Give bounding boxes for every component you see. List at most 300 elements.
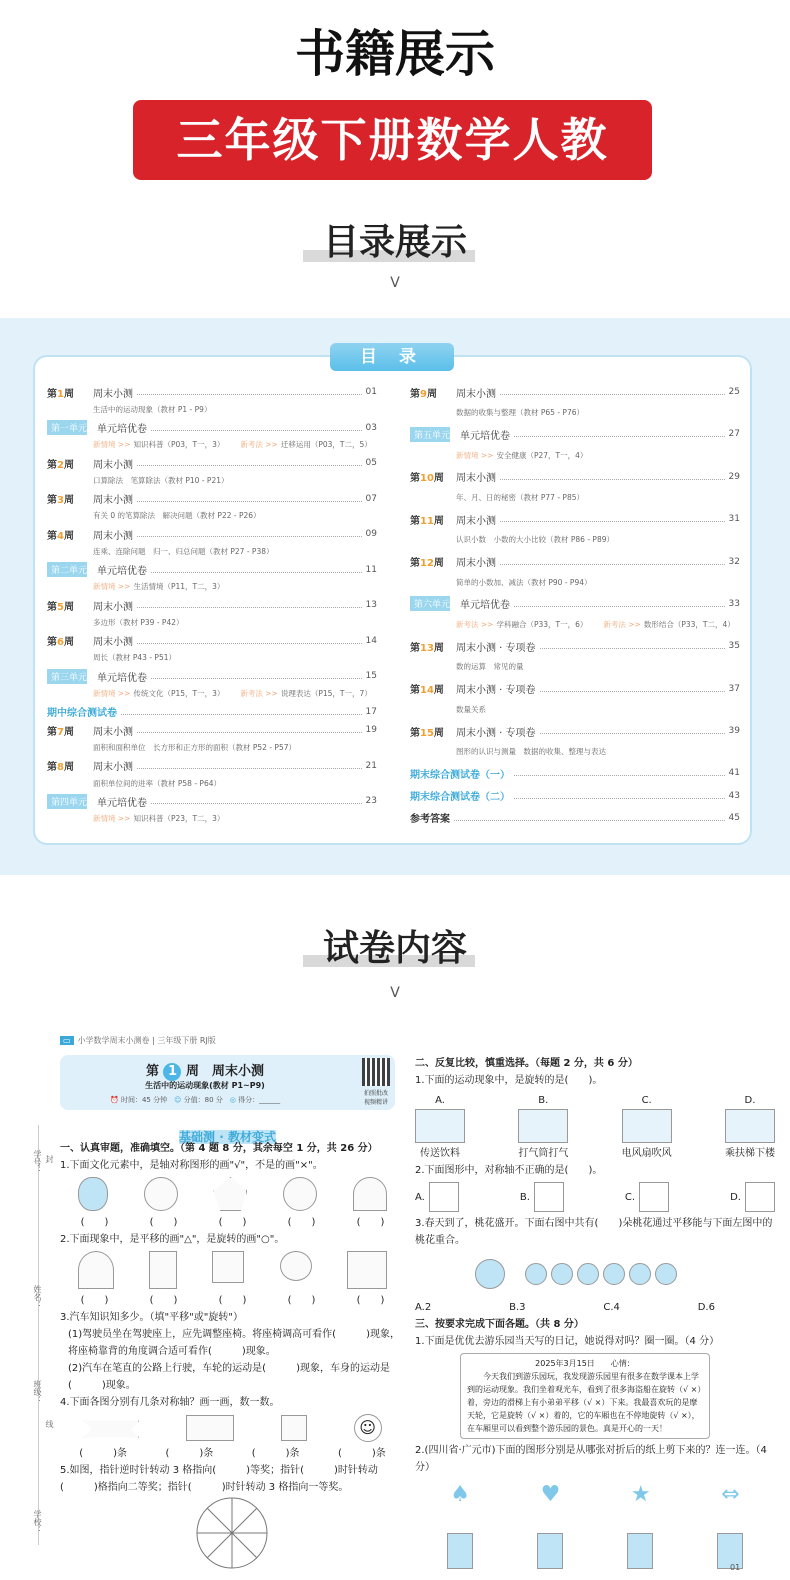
exam-section-title: 试卷内容: [322, 928, 467, 969]
toc-entry[interactable]: [410, 427, 740, 441]
page-number: 23: [365, 796, 377, 807]
question-1-5: 5.如图，指针逆时针转动 3 格指向( )等奖；指针( )时针转动( )格指向二等奖；指针( )时针转动 3 格指向一等奖。: [60, 1465, 378, 1493]
tag-text: 传统文化（P15，T一，3）: [133, 688, 225, 698]
tag-text: 生活情境（P11，T二，3）: [133, 582, 225, 592]
page-number: 41: [728, 768, 740, 779]
option-key: C.: [624, 1191, 636, 1203]
tag-text: 知识科普（P23，T二，3）: [133, 814, 225, 823]
chevron-down-icon: V: [390, 275, 400, 291]
blank[interactable]: ( )条: [165, 1448, 214, 1459]
page-heading: 书籍展示: [295, 25, 495, 83]
grade-banner: 三年级下册数学人教: [133, 100, 652, 180]
tag-label: 新考法 >>: [603, 620, 641, 630]
folded-paper: [627, 1533, 653, 1569]
toc-entry[interactable]: [410, 811, 740, 825]
toc-entry[interactable]: [47, 456, 377, 470]
choice-option[interactable]: [730, 1182, 775, 1212]
toc-entry[interactable]: [47, 669, 377, 683]
page-number: 35: [728, 641, 740, 652]
entry-title: 期中综合测试卷: [47, 708, 117, 719]
choice-option[interactable]: A.2: [415, 1302, 432, 1313]
toc-entry[interactable]: [410, 597, 740, 611]
option-caption: 传送饮料: [420, 1148, 460, 1159]
page-number: 11: [365, 564, 377, 575]
tag-label: 新情境 >>: [456, 450, 494, 460]
toc-entry[interactable]: [47, 527, 377, 541]
tag-text: 学科融合（P33，T一，6）: [496, 620, 588, 630]
entry-subtitle: 数据的收集与整理（教材 P65 - P76）: [456, 408, 584, 418]
week-label: 第13周: [410, 642, 444, 654]
dot-leader: [500, 389, 725, 395]
dot-leader: [514, 601, 725, 607]
entry-title: 周末小测: [93, 530, 133, 542]
week-number: 7: [57, 726, 64, 738]
entry-subtitle: 简单的小数加、减法（教材 P90 - P94）: [456, 577, 592, 587]
entry-subtitle: 数量关系: [456, 704, 486, 714]
entry-title: 期末综合测试卷（二）: [410, 792, 510, 804]
question-1-1: 1.下面文化元素中，是轴对称图形的画"√"，不是的画"×"。: [60, 1160, 323, 1171]
section-1-title: 一、认真审题，准确填空。（第 4 题 8 分，其余每空 1 分，共 26 分）: [60, 1143, 378, 1154]
entry-tags: [410, 450, 740, 462]
tag-label: 新情境 >>: [93, 814, 131, 823]
ribbon-shape: [83, 1416, 139, 1440]
entry-title: 周末小测: [93, 637, 133, 648]
week-number: 9: [420, 388, 427, 400]
toc-entry[interactable]: [47, 385, 377, 399]
toc-entry[interactable]: [47, 563, 377, 577]
entry-title: 单元培优卷: [97, 797, 147, 809]
dot-leader: [137, 602, 362, 608]
diary-box: [460, 1353, 710, 1439]
exam-page: [30, 1025, 790, 1580]
axis-count-blanks: [60, 1445, 405, 1462]
page-number: 29: [728, 471, 740, 482]
shape-image: [429, 1182, 459, 1212]
option-caption: 乘扶梯下楼: [724, 1148, 775, 1159]
window-image: [347, 1251, 387, 1289]
week-label: 第9周: [410, 388, 437, 400]
section-heading: 基础测 · 教材变式: [179, 1130, 276, 1144]
qr-caption: 拍照批改 视频精讲: [363, 1090, 388, 1106]
page-number: 14: [365, 635, 377, 646]
tag-text: 迁移运用（P03，T二，5）: [280, 440, 372, 450]
choice-option[interactable]: C.4: [603, 1302, 620, 1313]
entry-title: 参考答案: [410, 814, 450, 826]
week-number: 12: [420, 558, 434, 569]
entry-tags: [47, 813, 377, 825]
choice-option[interactable]: [518, 1092, 568, 1162]
choice-option[interactable]: [520, 1182, 564, 1212]
folded-paper-images: [415, 1533, 775, 1569]
page-number: 17: [365, 706, 377, 717]
week-number: 4: [57, 530, 64, 542]
week-label: 第7周: [47, 726, 74, 738]
dot-leader: [514, 770, 725, 776]
week-number: 15: [420, 727, 434, 739]
entry-subtitle: 多边形（教材 P39 - P42）: [93, 617, 184, 627]
option-key: B.: [519, 1191, 530, 1203]
tag-text: 安全健康（P27，T一，4）: [496, 450, 588, 460]
option-image: [622, 1109, 672, 1143]
week-number: 1: [57, 388, 64, 400]
toc-entry[interactable]: [410, 766, 740, 780]
exam-meta: ⏰ 时间：45 分钟 ☺ 分值：80 分 ◎ 得分：______: [110, 1096, 281, 1104]
dot-leader: [137, 727, 362, 733]
paper-cut-image: [144, 1177, 178, 1211]
option-key: B.: [538, 1095, 549, 1106]
blank[interactable]: ( )条: [337, 1448, 386, 1459]
week-label: 第6周: [47, 637, 74, 648]
entry-tags: [47, 439, 377, 451]
folded-paper: [537, 1533, 563, 1569]
shape-image: [639, 1182, 669, 1212]
page-badge-icon: ▭: [60, 1036, 74, 1045]
revolving-door-image: [78, 1251, 114, 1289]
student-id-label: 学号：: [33, 1150, 42, 1174]
heart-shape-icon: ♥: [540, 1482, 561, 1507]
page-number: 32: [728, 556, 740, 567]
question-2-1: 1.下面的运动现象中，是旋转的是( )。: [415, 1075, 603, 1086]
entry-title: 单元培优卷: [97, 424, 147, 435]
line-mark: 线: [45, 1420, 54, 1428]
page-number: 07: [365, 493, 377, 504]
entry-title: 单元培优卷: [460, 600, 510, 612]
week-number: 5: [57, 601, 64, 613]
seal-mark: 封: [45, 1155, 54, 1163]
week-label: 第10周: [410, 473, 444, 485]
week-number: 2: [57, 459, 64, 471]
header-text: 小学数学周末小测卷 | 三年级下册 RJ版: [77, 1036, 216, 1045]
week-number: 14: [420, 685, 434, 697]
blank[interactable]: ( ): [287, 1217, 316, 1228]
week-label: 第5周: [47, 601, 74, 613]
entry-title: 周末小测: [93, 388, 133, 400]
option-key: C.: [641, 1095, 652, 1106]
week-label: 第12周: [410, 558, 444, 569]
motion-images: [60, 1251, 405, 1289]
tag-text: 知识科普（P03，T一，3）: [133, 440, 225, 450]
option-image: [518, 1109, 568, 1143]
entry-title: 周末小测: [93, 459, 133, 471]
entry-subtitle: 认识小数 小数的大小比较（教材 P86 - P89）: [456, 535, 614, 545]
week-label: 第11周: [410, 515, 444, 527]
blank[interactable]: ( ): [149, 1217, 178, 1228]
entry-title: 单元培优卷: [97, 566, 147, 577]
choice-option[interactable]: D.6: [697, 1302, 715, 1313]
blank[interactable]: ( ): [218, 1217, 247, 1228]
answer-blanks: [60, 1292, 405, 1309]
toc-section-title: 目录展示: [322, 222, 467, 263]
entry-title: 周末小测: [93, 495, 133, 506]
dot-leader: [514, 431, 725, 437]
entry-title: 周末小测: [93, 762, 133, 774]
page-number: 45: [728, 812, 740, 823]
blank[interactable]: ( ): [149, 1295, 178, 1306]
spade-shape-icon: ♠: [450, 1482, 471, 1507]
school-label: 学校：: [33, 1510, 42, 1534]
toc-entry[interactable]: [410, 512, 740, 526]
page-number: 13: [365, 600, 377, 610]
week-label: 第3周: [47, 495, 74, 506]
entry-tags: [47, 688, 377, 700]
option-key: D.: [744, 1095, 756, 1106]
tag-label: 新情境 >>: [93, 582, 131, 592]
page-number: 33: [728, 598, 740, 609]
unit-badge: 第六单元: [410, 596, 450, 611]
shape-image: [745, 1182, 775, 1212]
choice-option[interactable]: [725, 1092, 775, 1162]
blank[interactable]: ( )条: [79, 1448, 128, 1459]
tag-label: 新情境 >>: [93, 688, 131, 698]
toc-entry[interactable]: [410, 555, 740, 569]
entry-title: 周末小测 · 专项卷: [456, 685, 536, 697]
dot-leader: [151, 673, 362, 679]
choice-option[interactable]: [415, 1182, 459, 1212]
page-number: 01: [365, 387, 377, 397]
week-number: 10: [420, 473, 434, 485]
dot-leader: [137, 496, 362, 502]
tag-text: 数形结合（P33，T二，4）: [643, 620, 735, 630]
unit-badge: 第四单元: [47, 794, 87, 809]
dot-leader: [137, 638, 362, 644]
name-label: 姓名：: [33, 1285, 42, 1309]
entry-subtitle: 面积单位间的进率（教材 P58 - P64）: [93, 778, 221, 788]
entry-subtitle: 年、月、日的秘密（教材 P77 - P85）: [456, 492, 584, 502]
page-number: 39: [728, 726, 740, 736]
left-questions: [60, 1140, 405, 1577]
question-1-2: 2.下面现象中，是平移的画"△"，是旋转的画"○"。: [60, 1234, 285, 1245]
entry-title: 单元培优卷: [97, 672, 147, 684]
page-number: 15: [365, 671, 377, 681]
shape-image: [534, 1182, 564, 1212]
week-label: 第4周: [47, 530, 74, 542]
tag-text: 说理表达（P15，T一，7）: [280, 688, 372, 698]
right-questions: [415, 1055, 775, 1569]
dot-leader: [137, 763, 362, 769]
toc-entry[interactable]: [410, 470, 740, 484]
dragon-image: [283, 1177, 317, 1211]
section-3-title: 三、按要求完成下面各题。（共 8 分）: [415, 1319, 584, 1330]
rubik-cube-image: [212, 1251, 244, 1283]
entry-title: 周末小测: [93, 726, 133, 738]
smiley-face-shape: ☺: [354, 1414, 382, 1442]
tag-label: 新情境 >>: [93, 440, 131, 450]
toc-entry[interactable]: [410, 724, 740, 738]
dot-leader: [137, 389, 362, 395]
toc-entry[interactable]: [47, 723, 377, 737]
question-1-3: 3.汽车知识知多少。（填"平移"或"旋转"）: [60, 1312, 243, 1323]
exam-page-header: [60, 1035, 216, 1046]
toc-entry[interactable]: [47, 634, 377, 648]
page-number: 43: [728, 790, 740, 801]
toc-right-column: [410, 385, 740, 825]
diary-text: 今天我们到游乐园玩，我发现游乐园里有很多在数学课本上学到的运动现象。我们坐着观光车，看到了很多海盗船在旋转（√ ×）着，旁边的滑梯上有小弟弟平移（√ ×）下来。我最喜欢玩的是摩天轮，它是旋转（√ ×）着的，它的车厢也在不停地旋转（√ ×），在车厢里可以看到整个游乐园的景色。真是开心的一天！: [467, 1372, 702, 1433]
blank[interactable]: ( ): [80, 1217, 109, 1228]
blank[interactable]: ( ): [287, 1295, 316, 1306]
elevator-image: [149, 1251, 177, 1289]
entry-title: 周末小测: [93, 601, 133, 613]
option-image: [725, 1109, 775, 1143]
question-2-2-options: [415, 1182, 775, 1212]
blossom-group-image: [525, 1263, 677, 1285]
diary-date: 2025年3月15日 心情：: [535, 1359, 635, 1368]
entry-subtitle: 数的运算 常见的量: [456, 662, 524, 672]
dot-leader: [151, 425, 362, 431]
question-1-4: 4.下面各图分别有几条对称轴？画一画，数一数。: [60, 1397, 280, 1408]
chevron-down-icon: V: [390, 985, 400, 1001]
entry-subtitle: 连乘、连除问题 归一、归总问题（教材 P27 - P38）: [93, 546, 274, 556]
entry-subtitle: 口算除法 笔算除法（教材 P10 - P21）: [93, 475, 229, 485]
blank[interactable]: ( ): [80, 1295, 109, 1306]
qr-code-icon[interactable]: [362, 1058, 390, 1086]
opera-mask-image: [78, 1177, 108, 1211]
toc-entry[interactable]: [47, 794, 377, 808]
question-1-3b: (2)汽车在笔直的公路上行驶，车轮的运动是( )现象，车身的运动是( )现象。: [68, 1363, 390, 1391]
toc-entry[interactable]: [410, 682, 740, 696]
page-number: 09: [365, 529, 377, 539]
entry-title: 单元培优卷: [460, 430, 510, 442]
unit-badge: 第一单元: [47, 420, 87, 435]
unit-badge: 第二单元: [47, 562, 87, 577]
page-number: 27: [728, 429, 740, 440]
prize-wheel-image: [60, 1496, 405, 1571]
entry-title: 周末小测 · 专项卷: [456, 642, 536, 654]
question-2-3: 3.春天到了，桃花盛开。下面右图中共有( )朵桃花通过平移能与下面左图中的桃花重合。: [415, 1218, 773, 1246]
option-image: [415, 1109, 465, 1143]
blank[interactable]: ( ): [356, 1217, 385, 1228]
toc-entry[interactable]: [410, 639, 740, 653]
page-number: 25: [728, 387, 740, 397]
page-number: 37: [728, 683, 740, 694]
folded-paper: [447, 1533, 473, 1569]
unit-badge: 第五单元: [410, 427, 450, 442]
week-subtitle: 生活中的运动现象(教材 P1~P9): [145, 1081, 265, 1090]
entry-title: 周末小测: [456, 388, 496, 400]
entry-title: 周末小测: [456, 558, 496, 569]
week-label: 第15周: [410, 727, 444, 739]
week-number: 3: [57, 495, 64, 506]
week-number: 13: [420, 642, 434, 654]
page-number: 31: [728, 514, 740, 525]
toc-tag: 目 录: [330, 343, 454, 371]
toc-entry[interactable]: [47, 759, 377, 773]
page-number: 19: [365, 725, 377, 736]
dot-leader: [540, 643, 725, 649]
choice-option[interactable]: [415, 1092, 465, 1162]
toc-entry[interactable]: [47, 492, 377, 506]
week-number: 8: [57, 762, 64, 774]
symmetry-shapes: [60, 1414, 405, 1442]
dot-leader: [454, 815, 725, 821]
option-caption: 电风扇吹风: [621, 1148, 672, 1159]
choice-option[interactable]: B.3: [509, 1302, 526, 1313]
entry-title: 期末综合测试卷（一）: [410, 769, 510, 781]
dot-leader: [540, 728, 725, 734]
entry-subtitle: 生活中的运动现象（教材 P1 - P9）: [93, 404, 212, 414]
option-key: A.: [435, 1095, 445, 1106]
page-number: 03: [365, 422, 377, 433]
toc-entry[interactable]: [47, 421, 377, 435]
week-label: 第1周: [47, 388, 74, 400]
tag-label: 新考法 >>: [240, 440, 278, 450]
dot-leader: [540, 686, 725, 692]
entry-tags: [410, 619, 740, 631]
class-label: 班级：: [33, 1380, 42, 1404]
entry-tags: [47, 581, 377, 593]
binding-line: [38, 1125, 39, 1545]
toc-entry[interactable]: [410, 789, 740, 803]
week-number: 11: [420, 515, 434, 527]
blank[interactable]: ( )条: [251, 1448, 300, 1459]
question-2-3-options: [415, 1299, 775, 1316]
page-number: 21: [365, 760, 377, 771]
dot-leader: [500, 474, 725, 480]
question-3-1: 1.下面是优优去游乐园当天写的日记，她说得对吗？圈一圈。（4 分）: [415, 1336, 720, 1347]
tag-label: 新考法 >>: [456, 620, 494, 630]
toc-left-column: [47, 385, 377, 825]
dot-leader: [500, 516, 725, 522]
peach-blossom-images: [415, 1249, 775, 1299]
week-title: 第 1 周 周末小测: [145, 1064, 265, 1079]
question-2-1-options: [415, 1092, 775, 1162]
option-key: D.: [730, 1191, 741, 1203]
dot-leader: [151, 798, 362, 804]
entry-subtitle: 有关 0 的笔算除法 解决问题（教材 P22 - P26）: [93, 511, 261, 521]
unit-badge: 第三单元: [47, 669, 87, 684]
answer-blanks: [60, 1214, 405, 1231]
blank[interactable]: ( ): [218, 1295, 247, 1306]
toc-entry[interactable]: [47, 598, 377, 612]
question-2-2: 2.下面图形中，对称轴不正确的是( )。: [415, 1165, 603, 1176]
blank[interactable]: ( ): [356, 1295, 385, 1306]
toc-entry[interactable]: [47, 705, 377, 719]
headdress-image: [353, 1177, 387, 1211]
tag-label: 新考法 >>: [240, 688, 278, 698]
dot-leader: [137, 460, 362, 466]
choice-option[interactable]: [625, 1182, 669, 1212]
option-key: A.: [415, 1191, 425, 1203]
week-banner: [60, 1055, 395, 1110]
section-2-title: 二、反复比较，慎重选择。（每题 2 分，共 6 分）: [415, 1058, 638, 1069]
entry-subtitle: 面积和面积单位 长方形和正方形的面积（教材 P52 - P57）: [93, 743, 296, 752]
question-1-3a: (1)驾驶员坐在驾驶座上，应先调整座椅。将座椅调高可看作( )现象，将座椅靠背的角度调合适可看作( )现象。: [68, 1329, 400, 1357]
question-3-2: 2.(四川省·广元市)下面的图形分别是从哪张对折后的纸上剪下来的？连一连。（4 分）: [415, 1445, 767, 1473]
entry-title: 周末小测: [456, 515, 496, 527]
page-number: 01: [730, 1563, 741, 1572]
choice-option[interactable]: [622, 1092, 672, 1162]
star-shape-icon: ★: [630, 1482, 651, 1507]
toc-entry[interactable]: [410, 385, 740, 399]
dot-leader: [500, 559, 725, 565]
week-label: 第14周: [410, 685, 444, 697]
week-number: 6: [57, 637, 64, 648]
kite-image: [213, 1177, 247, 1211]
page-number: 05: [365, 458, 377, 468]
entry-subtitle: 图形的认识与测量 数据的收集、整理与表达: [456, 747, 606, 757]
cut-shapes: [415, 1482, 775, 1507]
option-caption: 打气筒打气: [518, 1148, 569, 1159]
dot-leader: [121, 709, 362, 715]
dot-leader: [137, 531, 362, 537]
symbol-images: [60, 1177, 405, 1211]
entry-title: 周末小测 · 专项卷: [456, 727, 536, 739]
entry-title: 周末小测: [456, 473, 496, 485]
rectangle-shape: [186, 1415, 234, 1441]
dot-leader: [151, 567, 362, 573]
double-arrow-shape-icon: ⇔: [721, 1482, 740, 1507]
branch-blossom-image: [475, 1259, 505, 1289]
entry-subtitle: 周长（教材 P43 - P51）: [93, 653, 176, 663]
